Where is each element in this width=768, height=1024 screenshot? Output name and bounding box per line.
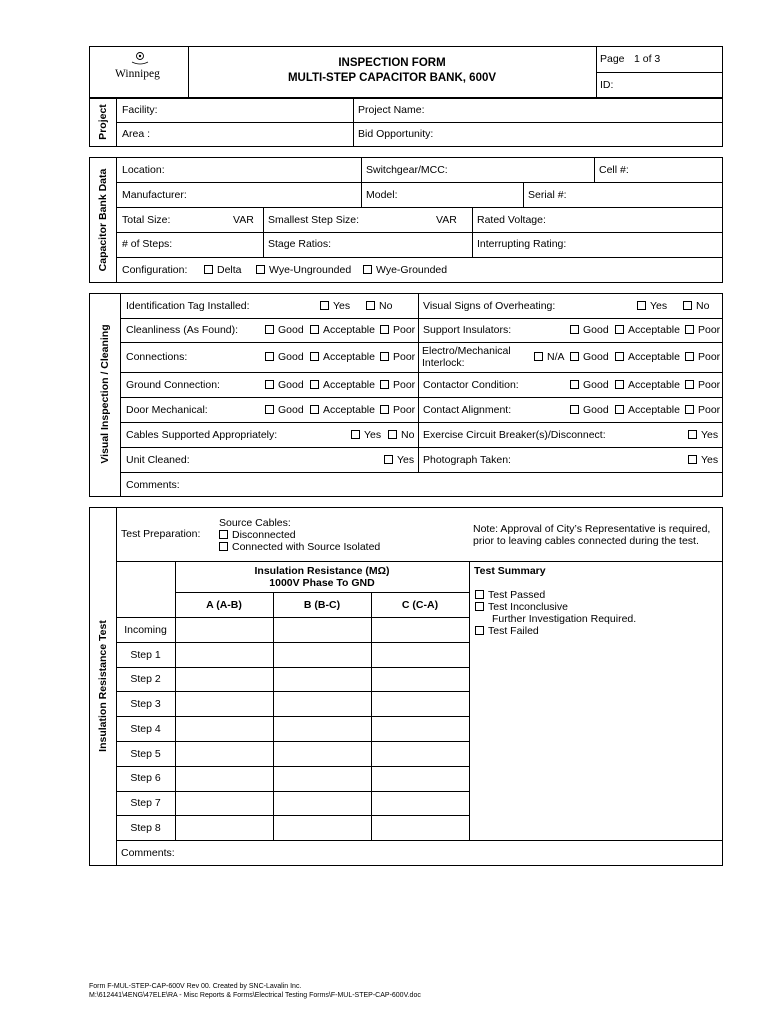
column-header: A (A-B) [206,599,242,611]
checkbox[interactable] [265,405,274,414]
interlock-acceptable[interactable]: Acceptable [615,351,680,363]
exercise-breaker-yes[interactable]: Yes [688,429,718,441]
checkbox[interactable] [570,352,579,361]
interlock-poor[interactable]: Poor [685,351,720,363]
option-connected-isolated[interactable]: Connected with Source Isolated [219,541,380,553]
photograph-taken-label: Photograph Taken: [423,454,511,466]
checkbox[interactable] [615,325,624,334]
unit-cleaned-label: Unit Cleaned: [126,454,190,466]
visual-section-label: Visual Inspection / Cleaning [99,324,111,464]
checkbox[interactable] [363,265,372,274]
checkbox[interactable] [310,380,319,389]
checkbox[interactable] [310,405,319,414]
total-size-unit: VAR [233,214,254,226]
approval-note-1: Note: Approval of City’s Representative is required, [473,523,711,535]
contact-alignment-label: Contact Alignment: [423,404,512,416]
checkbox[interactable] [366,301,375,310]
checkbox[interactable] [380,405,389,414]
summary-further-investigation: Further Investigation Required. [492,613,637,625]
ground-connection-poor[interactable]: Poor [380,379,415,391]
checkbox[interactable] [351,430,360,439]
summary-passed[interactable]: Test Passed [475,589,545,601]
id-tag-no[interactable]: No [366,300,392,312]
checkbox[interactable] [688,430,697,439]
contactor-condition-acceptable[interactable]: Acceptable [615,379,680,391]
manufacturer-label: Manufacturer: [122,189,187,201]
footer-path: M:\612441\4ENG\47ELE\RA - Misc Reports & Forms\Electrical Testing Forms\F-MUL-STEP-CAP-600V.doc [89,992,421,999]
total-size-label: Total Size: [122,214,171,226]
checkbox[interactable] [310,325,319,334]
config-wye-ungrounded[interactable]: Wye-Ungrounded [256,264,351,276]
winnipeg-logo [105,50,169,86]
row-label: Step 1 [130,649,161,661]
cleanliness-good[interactable]: Good [265,324,304,336]
approval-note-2: prior to leaving cables connected during the test. [473,535,699,547]
checkbox[interactable] [570,405,579,414]
connections-acceptable[interactable]: Acceptable [310,351,375,363]
row-label: Step 4 [130,723,161,735]
contactor-condition-good[interactable]: Good [570,379,609,391]
rated-voltage-label: Rated Voltage: [477,214,546,226]
row-label: Step 5 [130,748,161,760]
cables-supported-no[interactable]: No [388,429,414,441]
row-label: Step 2 [130,673,161,685]
checkbox[interactable] [534,352,543,361]
smallest-step-unit: VAR [436,214,457,226]
page-label: Page [600,53,625,65]
checkbox[interactable] [570,325,579,334]
bid-opportunity-label: Bid Opportunity: [358,128,434,140]
project-section-label: Project [97,104,109,140]
row-label: Step 8 [130,822,161,834]
ground-connection-label: Ground Connection: [126,379,220,391]
checkbox[interactable] [615,405,624,414]
connections-label: Connections: [126,351,188,363]
cleanliness-poor[interactable]: Poor [380,324,415,336]
id-tag-label: Identification Tag Installed: [126,300,250,312]
checkbox[interactable] [265,380,274,389]
support-insulators-acceptable[interactable]: Acceptable [615,324,680,336]
contact-alignment-acceptable[interactable]: Acceptable [615,404,680,416]
checkbox[interactable] [380,380,389,389]
checkbox[interactable] [615,380,624,389]
summary-inconclusive[interactable]: Test Inconclusive [475,601,568,613]
interlock-label-2: Interlock: [422,357,465,369]
checkbox[interactable] [219,530,228,539]
table-subtitle: 1000V Phase To GND [269,577,375,589]
overheating-yes[interactable]: Yes [637,300,667,312]
config-wye-grounded[interactable]: Wye-Grounded [363,264,447,276]
checkbox[interactable] [615,352,624,361]
id-label: ID: [600,79,614,91]
checkbox[interactable] [380,352,389,361]
checkbox[interactable] [683,301,692,310]
id-tag-yes[interactable]: Yes [320,300,350,312]
checkbox[interactable] [384,455,393,464]
connections-poor[interactable]: Poor [380,351,415,363]
checkbox[interactable] [310,352,319,361]
interlock-na[interactable]: N/A [534,351,565,363]
door-mechanical-acceptable[interactable]: Acceptable [310,404,375,416]
support-insulators-poor[interactable]: Poor [685,324,720,336]
ground-connection-good[interactable]: Good [265,379,304,391]
checkbox[interactable] [320,301,329,310]
contactor-condition-label: Contactor Condition: [423,379,519,391]
serial-label: Serial #: [528,189,567,201]
num-steps-label: # of Steps: [122,238,173,250]
contact-alignment-good[interactable]: Good [570,404,609,416]
project-name-label: Project Name: [358,104,425,116]
logo-emblem-icon [105,50,169,66]
location-label: Location: [122,164,165,176]
cleanliness-acceptable[interactable]: Acceptable [310,324,375,336]
checkbox[interactable] [219,542,228,551]
source-cables-label: Source Cables: [219,517,291,529]
checkbox[interactable] [475,602,484,611]
summary-failed[interactable]: Test Failed [475,625,539,637]
ground-connection-acceptable[interactable]: Acceptable [310,379,375,391]
support-insulators-good[interactable]: Good [570,324,609,336]
door-mechanical-label: Door Mechanical: [126,404,208,416]
unit-cleaned-yes[interactable]: Yes [384,454,414,466]
contact-alignment-poor[interactable]: Poor [685,404,720,416]
checkbox[interactable] [256,265,265,274]
logo-text: Winnipeg [115,68,160,80]
insulation-section-label: Insulation Resistance Test [97,620,109,752]
row-label: Step 3 [130,698,161,710]
interlock-good[interactable]: Good [570,351,609,363]
checkbox[interactable] [204,265,213,274]
overheating-no[interactable]: No [683,300,709,312]
checkbox[interactable] [637,301,646,310]
cell-label: Cell #: [599,164,629,176]
capbank-section-label: Capacitor Bank Data [97,168,109,272]
row-label: Step 7 [130,797,161,809]
connections-good[interactable]: Good [265,351,304,363]
contactor-condition-poor[interactable]: Poor [685,379,720,391]
row-label: Step 6 [130,772,161,784]
column-header: C (C-A) [401,599,439,611]
checkbox[interactable] [688,455,697,464]
smallest-step-label: Smallest Step Size: [268,214,360,226]
cables-supported-yes[interactable]: Yes [351,429,381,441]
checkbox[interactable] [685,325,694,334]
cables-supported-label: Cables Supported Appropriately: [126,429,278,441]
checkbox[interactable] [475,590,484,599]
footer-form-id: Form F-MUL-STEP-CAP-600V Rev 00. Created by SNC-Lavalin Inc. [89,983,302,990]
checkbox[interactable] [380,325,389,334]
checkbox[interactable] [475,626,484,635]
form-subtitle: MULTI-STEP CAPACITOR BANK, 600V [287,72,497,84]
checkbox[interactable] [265,325,274,334]
checkbox[interactable] [570,380,579,389]
photograph-taken-yes[interactable]: Yes [688,454,718,466]
facility-label: Facility: [122,104,158,116]
column-header: B (B-C) [303,599,341,611]
interlock-label-1: Electro/Mechanical [422,345,511,357]
option-disconnected[interactable]: Disconnected [219,529,296,541]
test-prep-label: Test Preparation: [121,528,201,540]
overheating-label: Visual Signs of Overheating: [423,300,556,312]
interrupting-rating-label: Interrupting Rating: [477,238,567,250]
configuration-label: Configuration: [122,264,188,276]
area-label: Area : [122,128,151,140]
checkbox[interactable] [388,430,397,439]
door-mechanical-good[interactable]: Good [265,404,304,416]
config-delta[interactable]: Delta [204,264,242,276]
visual-comments-label: Comments: [126,479,180,491]
row-label: Incoming [124,624,167,636]
cleanliness-label: Cleanliness (As Found): [126,324,239,336]
exercise-breaker-label: Exercise Circuit Breaker(s)/Disconnect: [423,429,606,441]
checkbox[interactable] [685,405,694,414]
stage-ratios-label: Stage Ratios: [268,238,332,250]
support-insulators-label: Support Insulators: [423,324,512,336]
door-mechanical-poor[interactable]: Poor [380,404,415,416]
insulation-comments-label: Comments: [121,847,175,859]
page-number: 1 of 3 [634,53,661,65]
form-title: INSPECTION FORM [338,57,446,69]
test-summary-title: Test Summary [474,565,546,577]
switchgear-label: Switchgear/MCC: [366,164,448,176]
table-title: Insulation Resistance (MΩ) [254,565,390,577]
model-label: Model: [366,189,398,201]
checkbox[interactable] [685,352,694,361]
checkbox[interactable] [265,352,274,361]
checkbox[interactable] [685,380,694,389]
